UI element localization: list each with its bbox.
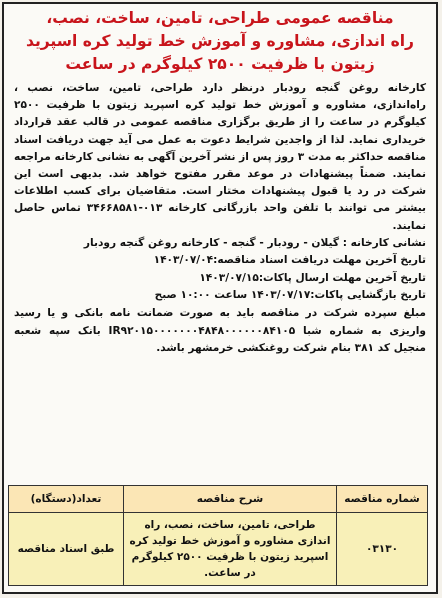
title-line-2: راه اندازی، مشاوره و آموزش خط تولید کره اسپرید [26, 32, 414, 50]
notice-details [14, 235, 426, 305]
deposit-note: مبلغ سپرده شرکت در مناقصه باید به صورت ضمانت نامه بانکی و یا رسید واریزی به شماره شبا IR۹۲۰۱۵۰۰۰۰۰۰۰۴۸۴۸۰۰۰۰۰۰۸۴۱۰۵ بانک سپه شعبه منجیل کد ۳۸۱ بنام شرکت روغنکشی خرمشهر باشد. [14, 307, 426, 354]
header-description: شرح مناقصه [124, 486, 337, 513]
table-row [9, 513, 428, 586]
notice-title [10, 7, 430, 76]
header-number: شماره مناقصه [337, 486, 428, 513]
factory-address: نشانی کارخانه : گیلان - رودبار - گنجه - کارخانه روغن گنجه رودبار [83, 236, 426, 249]
tender-table [8, 485, 428, 586]
title-line-3: زیتون با ظرفیت ۲۵۰۰ کیلوگرم در ساعت [65, 55, 375, 73]
submit-deadline: تاریخ آخرین مهلت ارسال پاکات:۱۴۰۳/۰۷/۱۵ [199, 271, 426, 284]
title-line-1: مناقصه عمومی طراحی، تامین، ساخت، نصب، [46, 9, 394, 27]
table-header-row [9, 486, 428, 513]
header-quantity: تعداد(دستگاه) [9, 486, 124, 513]
notice-body: کارخانه روغن گنجه رودبار درنظر دارد طراحی، تامین، ساخت، نصب ، راه‌اندازی، مشاوره و آموزش خط تولید کره اسپرید زیتون با ظرفیت ۲۵۰۰ کیلوگرم در ساعت را از طریق برگزاری مناقصه عمومی در قالب عقد قرارداد خریداری نماید. لذا از واجدین شرایط دعوت به عمل می آید جهت دریافت اسناد مناقصه حداکثر به مدت ۳ روز پس از نشر آخرین آگهی به نشانی کارخانه مراجعه نمایند. ضمناً پیشنهادات در موعد مقرر مفتوح خواهد شد. بدیهی است این شرکت در رد یا قبول پیشنهادات مختار است. متقاضیان برای کسب اطلاعات بیشتر می توانند با تلفن واحد بازرگانی کارخانه ۰۱۳-۳۴۶۶۸۵۸۱ تماس حاصل نمایند. [14, 82, 427, 232]
tender-description: طراحی، تامین، ساخت، نصب، راه اندازی مشاوره و آموزش خط تولید کره اسپرید زیتون با ظرفیت ۲۵۰۰ کیلوگرم در ساعت. [124, 513, 337, 586]
opening-date: تاریخ بازگشایی پاکات:۱۴۰۳/۰۷/۱۷ ساعت ۱۰:۰۰ صبح [154, 289, 426, 302]
tender-notice [2, 2, 438, 594]
tender-number: ۰۳۱۳۰ [337, 513, 428, 586]
docs-deadline: تاریخ آخرین مهلت دریافت اسناد مناقصه:۱۴۰۳/۰۷/۰۴ [153, 254, 426, 267]
tender-quantity: طبق اسناد مناقصه [9, 513, 124, 586]
